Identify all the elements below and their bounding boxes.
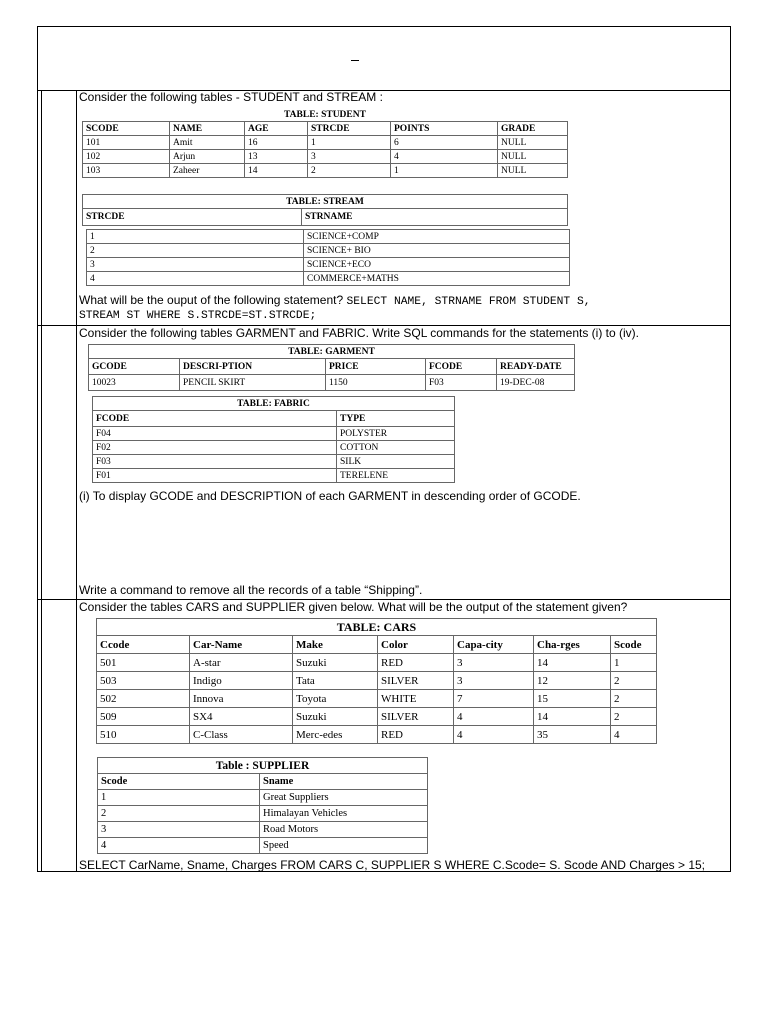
stream-table [86, 229, 570, 286]
table-row [83, 164, 568, 178]
q2-statement-i: (i) To display GCODE and DESCRIPTION of each GARMENT in descending order of GCODE. [79, 489, 581, 503]
column-header: Color [378, 636, 454, 654]
cell: 2 [611, 690, 657, 708]
column-header: NAME [170, 122, 245, 136]
cell: SILK [337, 455, 455, 469]
student-caption: TABLE: STUDENT [284, 109, 366, 120]
table-row [93, 469, 455, 483]
column-header: Cha-rges [534, 636, 611, 654]
cell: 35 [534, 726, 611, 744]
cell: 510 [97, 726, 190, 744]
supplier-caption: Table : SUPPLIER [98, 758, 428, 774]
column-header: Scode [98, 774, 260, 790]
cell: Great Suppliers [260, 790, 428, 806]
cell: 1 [98, 790, 260, 806]
cars-caption: TABLE: CARS [97, 619, 657, 636]
column-header: DESCRI-PTION [180, 359, 326, 375]
cell: RED [378, 726, 454, 744]
cell: 14 [534, 708, 611, 726]
table-row [98, 822, 428, 838]
column-header: READY-DATE [497, 359, 575, 375]
q3-sql-statement: SELECT CarName, Sname, Charges FROM CARS C, SUPPLIER S WHERE C.Scode= S. Scode AND Charges > 15; [79, 858, 706, 872]
cell: 501 [97, 654, 190, 672]
table-header-row [97, 636, 657, 654]
table-row [93, 441, 455, 455]
cell: 1150 [326, 375, 426, 391]
column-header: Scode [611, 636, 657, 654]
q1-question [79, 293, 591, 309]
cell: 14 [245, 164, 308, 178]
table-row [87, 230, 570, 244]
cell: 7 [454, 690, 534, 708]
cell: Amit [170, 136, 245, 150]
cell: SILVER [378, 708, 454, 726]
cell: 4 [98, 838, 260, 854]
cell: 3 [454, 672, 534, 690]
column-header: STRCDE [308, 122, 391, 136]
cell: 19-DEC-08 [497, 375, 575, 391]
cell: Innova [190, 690, 293, 708]
column-header: GRADE [498, 122, 568, 136]
cell: 1 [87, 230, 304, 244]
cell: Road Motors [260, 822, 428, 838]
cell: 4 [391, 150, 498, 164]
header-dash [351, 60, 359, 61]
cell: 103 [83, 164, 170, 178]
fabric-table [92, 396, 455, 483]
cell: 16 [245, 136, 308, 150]
cell: Tata [293, 672, 378, 690]
column-header: Car-Name [190, 636, 293, 654]
table-row [87, 272, 570, 286]
cell: F03 [426, 375, 497, 391]
cell: C-Class [190, 726, 293, 744]
cell: 2 [98, 806, 260, 822]
garment-caption: TABLE: GARMENT [89, 345, 575, 359]
table-row [83, 150, 568, 164]
table-header-row [89, 359, 575, 375]
cell: F04 [93, 427, 337, 441]
table-row [98, 790, 428, 806]
table-row [89, 375, 575, 391]
table-row [83, 136, 568, 150]
column-header: Capa-city [454, 636, 534, 654]
cell: 2 [87, 244, 304, 258]
cell: Himalayan Vehicles [260, 806, 428, 822]
column-header: Sname [260, 774, 428, 790]
cell: 1 [308, 136, 391, 150]
column-header: POINTS [391, 122, 498, 136]
cars-table [96, 618, 657, 744]
garment-table [88, 344, 575, 391]
cell: 4 [611, 726, 657, 744]
cell: NULL [498, 150, 568, 164]
cell: Speed [260, 838, 428, 854]
column-header: AGE [245, 122, 308, 136]
cell: 6 [391, 136, 498, 150]
cell: 4 [454, 726, 534, 744]
cell: RED [378, 654, 454, 672]
cell: SCIENCE+ECO [304, 258, 570, 272]
cell: 14 [534, 654, 611, 672]
table-row [97, 654, 657, 672]
column-header: STRCDE [83, 209, 302, 226]
cell: 2 [611, 708, 657, 726]
cell: 2 [611, 672, 657, 690]
table-row [87, 244, 570, 258]
cell: WHITE [378, 690, 454, 708]
cell: SILVER [378, 672, 454, 690]
column-divider [41, 90, 42, 871]
fabric-caption: TABLE: FABRIC [93, 397, 455, 411]
table-row [98, 806, 428, 822]
cell: COMMERCE+MATHS [304, 272, 570, 286]
cell: 3 [308, 150, 391, 164]
cell: 503 [97, 672, 190, 690]
q1-sql-line1: SELECT NAME, STRNAME FROM STUDENT S, [346, 296, 591, 308]
cell: 10023 [89, 375, 180, 391]
cell: 101 [83, 136, 170, 150]
column-header: STRNAME [302, 209, 568, 226]
cell: 3 [454, 654, 534, 672]
cell: Toyota [293, 690, 378, 708]
cell: SCIENCE+COMP [304, 230, 570, 244]
cell: PENCIL SKIRT [180, 375, 326, 391]
cell: 13 [245, 150, 308, 164]
q2-intro: Consider the following tables GARMENT and FABRIC. Write SQL commands for the statements (i) to (iv). [79, 326, 639, 340]
cell: 15 [534, 690, 611, 708]
table-header-row [83, 122, 568, 136]
cell: Suzuki [293, 654, 378, 672]
stream-caption: TABLE: STREAM [83, 195, 568, 209]
cell: Zaheer [170, 164, 245, 178]
q1-intro: Consider the following tables - STUDENT and STREAM : [79, 90, 383, 104]
cell: NULL [498, 136, 568, 150]
column-divider [76, 90, 77, 871]
q1-question-text: What will be the ouput of the following statement? [79, 293, 344, 307]
supplier-table [97, 757, 428, 854]
table-header-row [98, 774, 428, 790]
cell: 509 [97, 708, 190, 726]
cell: 1 [611, 654, 657, 672]
cell: A-star [190, 654, 293, 672]
cell: Suzuki [293, 708, 378, 726]
table-row [93, 427, 455, 441]
table-row [98, 838, 428, 854]
table-row [97, 708, 657, 726]
column-header: Ccode [97, 636, 190, 654]
column-header: FCODE [93, 411, 337, 427]
cell: 3 [87, 258, 304, 272]
table-row [87, 258, 570, 272]
cell: COTTON [337, 441, 455, 455]
student-table [82, 108, 568, 178]
column-header: TYPE [337, 411, 455, 427]
column-header: Make [293, 636, 378, 654]
cell: TERELENE [337, 469, 455, 483]
cell: SX4 [190, 708, 293, 726]
column-header: GCODE [89, 359, 180, 375]
column-header: FCODE [426, 359, 497, 375]
cell: 4 [87, 272, 304, 286]
cell: 12 [534, 672, 611, 690]
cell: F02 [93, 441, 337, 455]
q2-shipping-question: Write a command to remove all the records of a table “Shipping”. [79, 583, 423, 597]
cell: F03 [93, 455, 337, 469]
cell: Indigo [190, 672, 293, 690]
cell: 502 [97, 690, 190, 708]
cell: POLYSTER [337, 427, 455, 441]
cell: Merc-edes [293, 726, 378, 744]
stream-table-head [82, 194, 568, 226]
cell: 102 [83, 150, 170, 164]
table-row [93, 455, 455, 469]
cell: 2 [308, 164, 391, 178]
table-header-row [83, 209, 568, 226]
q3-intro: Consider the tables CARS and SUPPLIER given below. What will be the output of the statement given? [79, 600, 628, 614]
cell: Arjun [170, 150, 245, 164]
table-row [97, 672, 657, 690]
table-row [97, 726, 657, 744]
cell: 4 [454, 708, 534, 726]
table-header-row [93, 411, 455, 427]
table-row [97, 690, 657, 708]
column-header: PRICE [326, 359, 426, 375]
cell: NULL [498, 164, 568, 178]
cell: F01 [93, 469, 337, 483]
cell: SCIENCE+ BIO [304, 244, 570, 258]
cell: 3 [98, 822, 260, 838]
column-header: SCODE [83, 122, 170, 136]
q1-sql-line2: STREAM ST WHERE S.STRCDE=ST.STRCDE; [79, 310, 317, 322]
cell: 1 [391, 164, 498, 178]
